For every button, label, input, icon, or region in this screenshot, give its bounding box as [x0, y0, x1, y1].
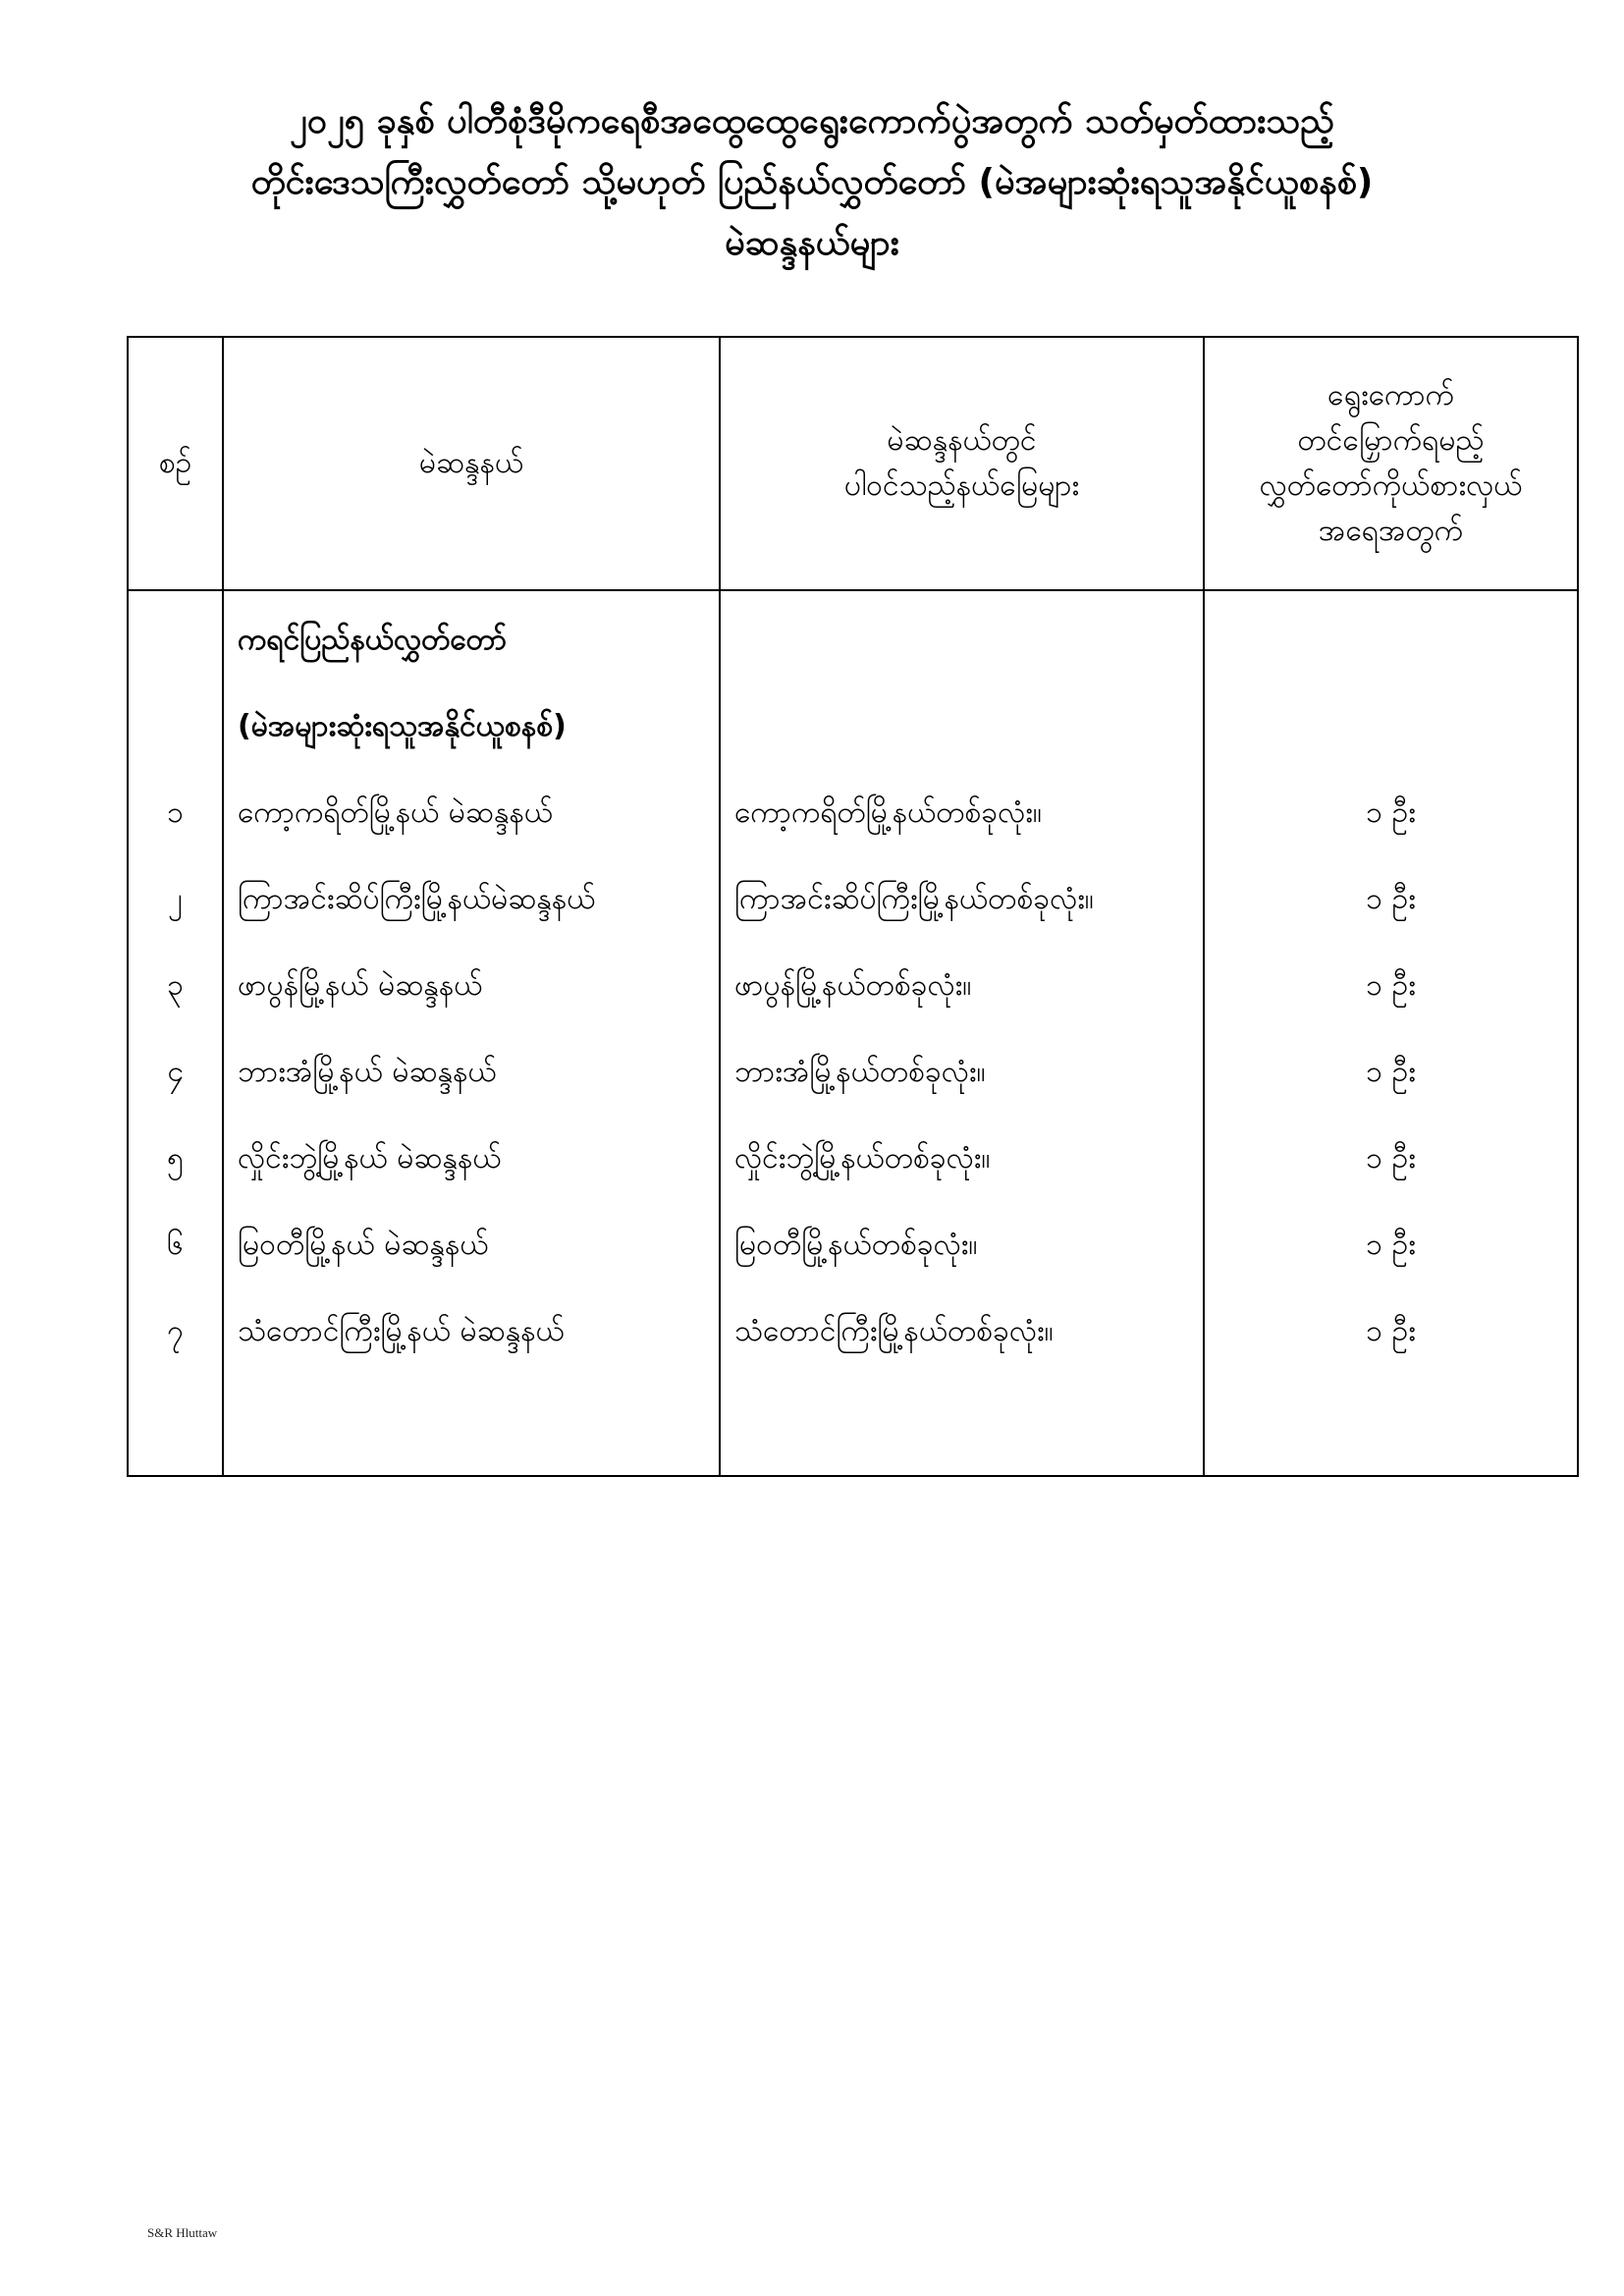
section-subtitle: (မဲအများဆုံးရသူအနိုင်ယူစနစ်): [238, 709, 567, 743]
column-no: [128, 590, 223, 1476]
header-constituency-label: မဲဆန္ဒနယ်: [418, 446, 524, 480]
row-no: ၅: [167, 1141, 184, 1175]
header-count-line: လွှတ်တော်ကိုယ်စားလှယ်: [1259, 468, 1523, 503]
row-areas: သံတောင်ကြီးမြို့နယ်တစ်ခုလုံး။: [734, 1314, 1054, 1348]
row-areas: လှိုင်းဘွဲ့မြို့နယ်တစ်ခုလုံး။: [734, 1141, 991, 1175]
header-count-line: ရွေးကောက်: [1326, 378, 1455, 412]
header-count: [1204, 337, 1578, 590]
header-areas-line: မဲဆန္ဒနယ်တွင်: [887, 423, 1037, 458]
row-count: ၁ ဦး: [1366, 1141, 1416, 1175]
row-count: ၁ ဦး: [1366, 795, 1416, 830]
row-constituency: ကော့ကရိတ်မြို့နယ် မဲဆန္ဒနယ်: [238, 795, 554, 830]
row-count: ၁ ဦး: [1366, 882, 1416, 916]
column-areas: [720, 590, 1204, 1476]
row-areas: ကော့ကရိတ်မြို့နယ်တစ်ခုလုံး။: [734, 795, 1043, 830]
table-header-row: [128, 337, 1578, 590]
row-constituency: သံတောင်ကြီးမြို့နယ် မဲဆန္ဒနယ်: [238, 1314, 565, 1348]
row-constituency: မြဝတီမြို့နယ် မဲဆန္ဒနယ်: [238, 1228, 489, 1262]
row-no: ၄: [167, 1055, 184, 1089]
section-title: ကရင်ပြည်နယ်လွှတ်တော်: [238, 623, 508, 657]
row-no: ၁: [167, 795, 184, 830]
row-no: ၃: [167, 968, 184, 1003]
header-areas-line: ပါဝင်သည့်နယ်မြေများ: [843, 468, 1080, 503]
title-line-1: ၂၀၂၅ ခုနှစ် ပါတီစုံဒီမိုကရေစီအထွေထွေရွေးကောက်ပွဲအတွက် သတ်မှတ်ထားသည့်: [290, 101, 1334, 141]
row-areas: ဘားအံမြို့နယ်တစ်ခုလုံး။: [734, 1055, 986, 1089]
row-constituency: ဘားအံမြို့နယ် မဲဆန္ဒနယ်: [238, 1055, 497, 1089]
row-areas: ဖာပွန်မြို့နယ်တစ်ခုလုံး။: [734, 968, 972, 1003]
row-count: ၁ ဦး: [1366, 1228, 1416, 1262]
constituency-table: [127, 336, 1579, 1477]
header-no-label: စဉ်: [158, 446, 192, 480]
column-count: [1204, 590, 1578, 1476]
row-constituency: လှိုင်းဘွဲ့မြို့နယ် မဲဆန္ဒနယ်: [238, 1141, 502, 1175]
row-count: ၁ ဦး: [1366, 968, 1416, 1003]
header-no: [128, 337, 223, 590]
header-count-line: တင်မြှောက်ရမည့်: [1297, 423, 1485, 458]
row-constituency: ဖာပွန်မြို့နယ် မဲဆန္ဒနယ်: [238, 968, 483, 1003]
row-count: ၁ ဦး: [1366, 1055, 1416, 1089]
row-no: ၆: [167, 1228, 184, 1262]
title-line-3: မဲဆန္ဒနယ်များ: [725, 223, 899, 263]
row-constituency: ကြာအင်းဆိပ်ကြီးမြို့နယ်မဲဆန္ဒနယ်: [238, 882, 596, 916]
header-areas: [720, 337, 1204, 590]
title-line-2: တိုင်းဒေသကြီးလွှတ်တော် သို့မဟုတ် ပြည်နယ်လွှတ်တော် (မဲအများဆုံးရသူအနိုင်ယူစနစ်): [250, 162, 1374, 202]
table-body-row: [128, 590, 1578, 1476]
row-count: ၁ ဦး: [1366, 1314, 1416, 1348]
row-areas: ကြာအင်းဆိပ်ကြီးမြို့နယ်တစ်ခုလုံး။: [734, 882, 1094, 916]
row-no: ၇: [167, 1314, 184, 1348]
header-count-line: အရေအတွက်: [1318, 514, 1464, 548]
row-no: ၂: [168, 882, 183, 916]
header-constituency: [223, 337, 720, 590]
row-areas: မြဝတီမြို့နယ်တစ်ခုလုံး။: [734, 1228, 978, 1262]
column-constituency: [223, 590, 720, 1476]
document-title: [0, 98, 1624, 281]
footer-source: S&R Hluttaw: [147, 2225, 218, 2240]
